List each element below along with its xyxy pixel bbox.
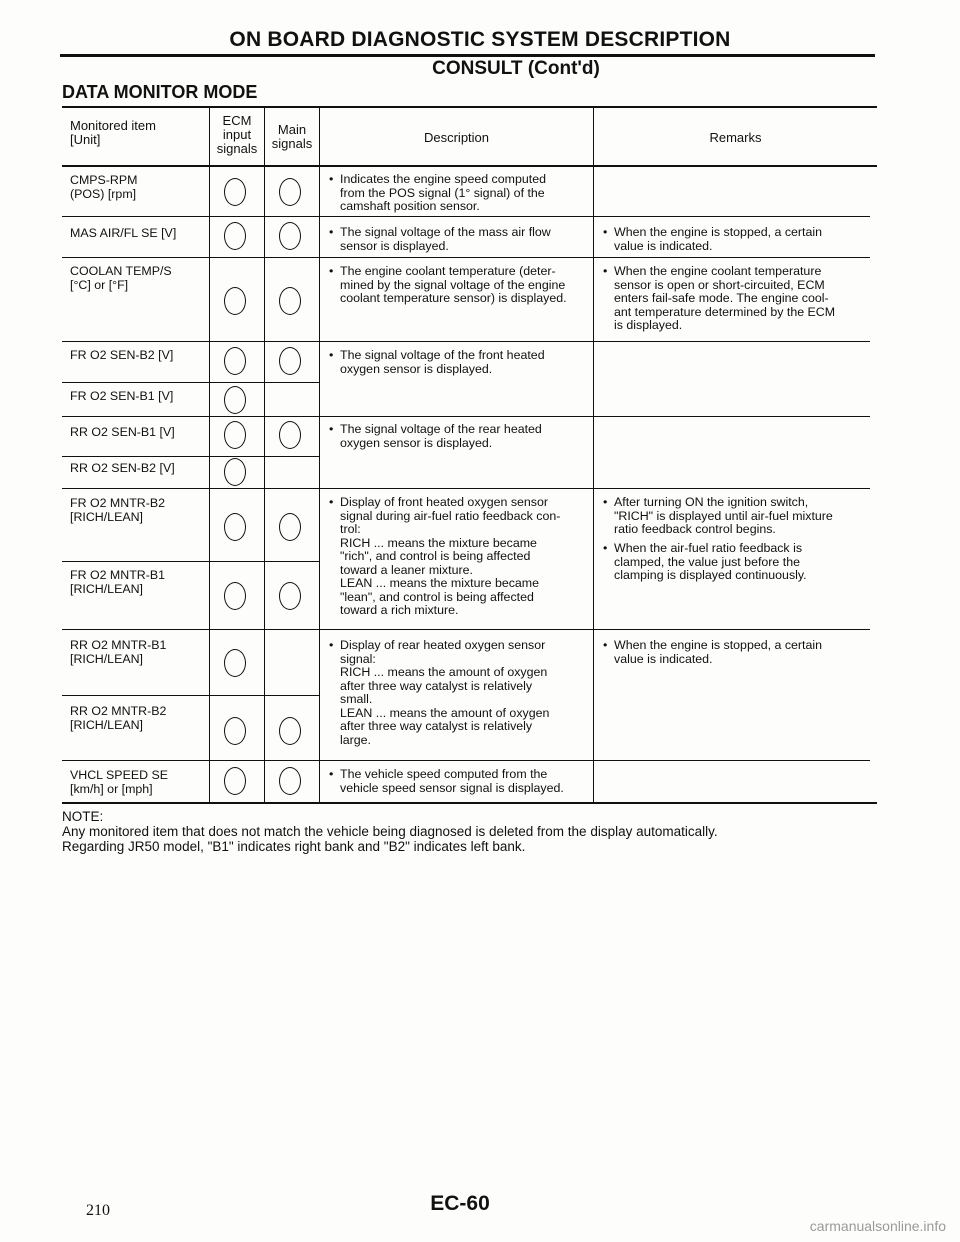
ecm-input-mark <box>224 287 246 315</box>
row-rule <box>62 341 870 342</box>
remark-coolan-temp-s: • When the engine coolant temperature sensor is open or short-circuited, ECM enters fail-safe mode. The engine cool- ant temperature determined by the ECM is displayed. <box>614 265 835 333</box>
item-rr-o2-mntr-b1: RR O2 MNTR-B1 [RICH/LEAN] <box>70 638 167 666</box>
ecm-input-mark <box>224 421 246 449</box>
row-rule <box>62 629 870 630</box>
note-line-1: Any monitored item that does not match the vehicle being diagnosed is deleted from the display automatically. <box>62 824 718 839</box>
description-coolan-temp-s: • The engine coolant temperature (deter- mined by the signal voltage of the engine coolant temperature sensor) is displayed. <box>340 265 567 306</box>
main-signal-mark <box>279 513 301 541</box>
item-fr-o2-mntr-b1: FR O2 MNTR-B1 [RICH/LEAN] <box>70 568 165 596</box>
main-signal-mark <box>279 178 301 206</box>
row-rule <box>62 760 870 761</box>
description-cmps-rpm: • Indicates the engine speed computed from the POS signal (1° signal) of the camshaft position sensor. <box>340 173 546 214</box>
column-rule <box>319 106 320 804</box>
header-remarks: Remarks <box>709 130 762 145</box>
row-rule <box>62 216 870 217</box>
header-main-signals: Main signals <box>271 122 313 151</box>
note-block <box>62 809 718 854</box>
description-fr-o2-sen: • The signal voltage of the front heated oxygen sensor is displayed. <box>340 349 545 376</box>
item-fr-o2-sen-b1: FR O2 SEN-B1 [V] <box>70 389 174 403</box>
description-fr-o2-mntr: • Display of front heated oxygen sensor signal during air-fuel ratio feedback con- trol: RICH ... means the mixture became "rich", and control is being affected toward a leaner mixture. LEAN ... means the mixture became "lean", and control is being affected toward a rich mixture. <box>340 496 560 618</box>
ecm-input-mark <box>224 582 246 610</box>
title-rule <box>60 54 875 57</box>
row-rule <box>62 456 319 457</box>
item-coolan-temp-s: COOLAN TEMP/S [°C] or [°F] <box>70 264 172 292</box>
note-label: NOTE: <box>62 809 104 824</box>
main-signal-mark <box>279 717 301 745</box>
remark-fr-o2-mntr-clamped: • When the air-fuel ratio feedback is clamped, the value just before the clamping is displayed continuously. <box>614 542 807 583</box>
ecm-input-mark <box>224 386 246 414</box>
ecm-input-mark <box>224 513 246 541</box>
item-rr-o2-sen-b1: RR O2 SEN-B1 [V] <box>70 425 175 439</box>
main-signal-mark <box>279 222 301 250</box>
ecm-input-mark <box>224 347 246 375</box>
item-mas-air-fl-se: MAS AIR/FL SE [V] <box>70 226 177 240</box>
main-signal-mark <box>279 767 301 795</box>
row-rule <box>62 561 319 562</box>
page-title: ON BOARD DIAGNOSTIC SYSTEM DESCRIPTION <box>229 28 731 51</box>
main-signal-mark <box>279 421 301 449</box>
row-rule <box>62 488 870 489</box>
ecm-input-mark <box>224 178 246 206</box>
main-signal-mark <box>279 347 301 375</box>
remark-fr-o2-mntr-ignition: • After turning ON the ignition switch, "RICH" is displayed until air-fuel mixture ratio feedback control begins. <box>614 496 833 537</box>
column-rule <box>593 106 594 804</box>
description-mas-air-fl-se: • The signal voltage of the mass air flow sensor is displayed. <box>340 226 551 253</box>
header-ecm-input-signals: ECM input signals <box>216 113 258 156</box>
header-description: Description <box>423 130 490 145</box>
item-vhcl-speed-se: VHCL SPEED SE [km/h] or [mph] <box>70 768 169 796</box>
remark-rr-o2-mntr: • When the engine is stopped, a certain value is indicated. <box>614 639 822 666</box>
item-fr-o2-mntr-b2: FR O2 MNTR-B2 [RICH/LEAN] <box>70 496 165 524</box>
note-line-2: Regarding JR50 model, "B1" indicates right bank and "B2" indicates left bank. <box>62 839 526 854</box>
main-signal-mark <box>279 582 301 610</box>
page-subtitle <box>0 58 960 80</box>
item-rr-o2-sen-b2: RR O2 SEN-B2 [V] <box>70 461 175 475</box>
remark-mas-air-fl-se: • When the engine is stopped, a certain value is indicated. <box>614 226 822 253</box>
page-number: 210 <box>86 1202 110 1219</box>
ecm-input-mark <box>224 717 246 745</box>
main-signal-mark <box>279 287 301 315</box>
page-subtitle-text: CONSULT (Cont'd) <box>432 58 600 79</box>
section-heading: DATA MONITOR MODE <box>62 82 258 102</box>
description-vhcl-speed-se: • The vehicle speed computed from the vehicle speed sensor signal is displayed. <box>340 768 564 795</box>
header-bottom-rule <box>62 165 877 167</box>
ecm-input-mark <box>224 649 246 677</box>
ecm-input-mark <box>224 222 246 250</box>
column-rule <box>264 106 265 804</box>
table-bottom-rule <box>62 802 877 804</box>
row-rule <box>62 382 319 383</box>
description-rr-o2-sen: • The signal voltage of the rear heated oxygen sensor is displayed. <box>340 423 542 450</box>
ecm-input-mark <box>224 767 246 795</box>
column-rule <box>209 106 210 804</box>
description-rr-o2-mntr: • Display of rear heated oxygen sensor signal: RICH ... means the amount of oxygen after three way catalyst is relatively small. LEAN ... means the amount of oxygen after three way catalyst is relatively large. <box>340 639 549 747</box>
page-code-text: EC-60 <box>430 1192 490 1215</box>
item-rr-o2-mntr-b2: RR O2 MNTR-B2 [RICH/LEAN] <box>70 704 167 732</box>
row-rule <box>62 257 870 258</box>
item-cmps-rpm: CMPS-RPM (POS) [rpm] <box>70 173 138 201</box>
page-code <box>0 1192 960 1216</box>
table-top-rule <box>62 106 877 108</box>
item-fr-o2-sen-b2: FR O2 SEN-B2 [V] <box>70 348 174 362</box>
ecm-input-mark <box>224 458 246 486</box>
header-monitored-item: Monitored item [Unit] <box>70 118 156 147</box>
row-rule <box>62 416 870 417</box>
watermark: carmanualsonline.info <box>809 1218 946 1234</box>
row-rule <box>62 695 319 696</box>
